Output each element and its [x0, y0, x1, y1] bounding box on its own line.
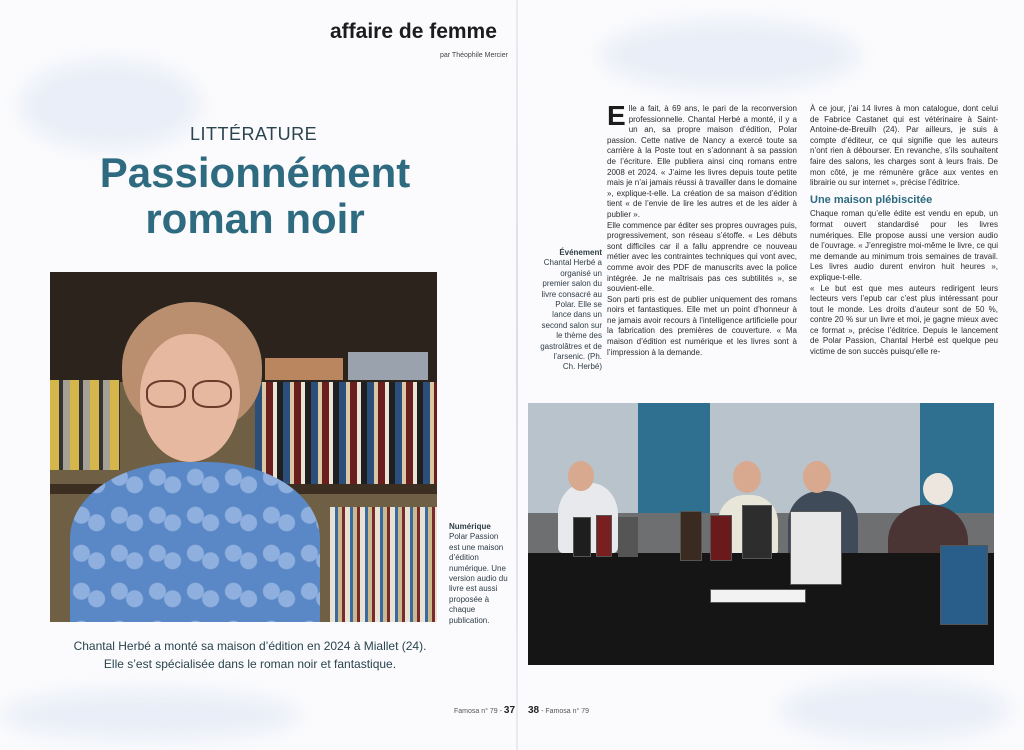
glasses-icon — [146, 380, 186, 408]
sidebar-label: Événement — [559, 248, 602, 257]
background-wash — [600, 20, 860, 90]
glasses-icon — [192, 380, 232, 408]
folio-magazine: - Famosa n° 79 — [541, 708, 590, 715]
sidebar-digital — [449, 522, 511, 626]
cardboard-box — [265, 358, 343, 380]
paragraph: À ce jour, j’ai 14 livres à mon catalogue, dont celui de Fabrice Castanet qui est vétérinaire à Saint-Antoine-de-Breuilh (24). Par ailleurs, je suis à compte d’éditeur, ce qui signifie que les auteurs n’ont rien à débourser. En revanche, s’ils souhaitent faire des salons, les charges sont à leurs frais. De mon côté, je me rémunère grâce aux ventes en librairie ou sur internet », précise l’éditrice. — [810, 104, 998, 188]
book-cover — [573, 517, 591, 557]
page-folio-right — [528, 705, 589, 716]
portrait-photo — [50, 272, 437, 622]
subheading: Une maison plébiscitée — [810, 193, 933, 206]
book-cover — [940, 545, 988, 625]
caption-line-2: Elle s’est spécialisée dans le roman noir et fantastique. — [103, 657, 397, 671]
page-folio-left — [454, 705, 515, 716]
book-cover — [710, 515, 732, 561]
drop-cap: E — [607, 100, 626, 131]
section-heading: affaire de femme — [330, 20, 497, 43]
book-stack — [710, 589, 806, 603]
paragraph: lle a fait, à 69 ans, le pari de la reconversion professionnelle. Chantal Herbé a monté, il y a un an, sa propre maison d’édition, Polar passion. Cette native de Nancy a exercé toute sa carrière à la Poste tout en s’adonnant à sa passion de l’écriture. Elle publiera ainsi cinq romans entre 2008 et 2024. « J’aime les livres depuis toute petite mais je n’ai jamais réussi à travailler dans le domaine », explique-t-elle. La création de sa maison d’édition tient « de l’envie de lire les autres et de les aider à publier ». — [607, 104, 797, 219]
byline: par Théophile Mercier — [440, 52, 508, 59]
author-head — [923, 473, 953, 505]
bookshelf-row — [50, 380, 120, 470]
sidebar-event — [540, 248, 602, 373]
sidebar-text: Polar Passion est une maison d’édition numérique. Une version audio du livre est aussi proposée à chaque publication. — [449, 532, 508, 625]
blue-door — [638, 403, 710, 513]
book-cover — [680, 511, 702, 561]
book-cover — [790, 511, 842, 585]
caption-line-1: Chantal Herbé a monté sa maison d’édition en 2024 à Miallet (24). — [73, 639, 427, 653]
book-table — [528, 553, 994, 665]
paragraph: « Le but est que mes auteurs redirigent leurs lecteurs vers l’epub car c’est plus intéressant pour tout le monde. Les droits d’auteur sont de 50 %, contre 20 % sur un livre et moi, je gagne mieux avec ce format », précise l’éditrice. Depuis le lancement de Polar Passion, Chantal Herbé est quelque peu victime de son succès puisqu’elle re- — [810, 283, 998, 357]
paragraph: Son parti pris est de publier uniquement des romans noirs et fantastiques. Elle met un point d’honneur à ne jamais avoir recours à l’intelligence artificielle pour la fabrication des premières de couverture. « Ma maison d’édition est numérique et les livres sont à l’impression à la demande. — [607, 294, 797, 357]
book-cover — [596, 515, 612, 557]
sidebar-label: Numérique — [449, 522, 491, 531]
headline — [60, 150, 450, 242]
background-wash — [20, 60, 200, 150]
author-head — [733, 461, 761, 493]
sidebar-text: Chantal Herbé a organisé un premier salon du livre consacré au Polar. Elle se lance dans un second salon sur le thème des gastrolâtres et de l’arsenic. (Ph. Ch. Herbé) — [540, 258, 602, 372]
paragraph: Chaque roman qu’elle édite est vendu en epub, un format ouvert standardisé pour les livres numériques. Elle propose aussi une version audio de l’ouvrage. « J’enregistre moi-même le livre, ce qui me demande au minimum trois semaines de travail. Les livres audio durent environ huit heures », explique-t-elle. — [810, 209, 998, 282]
author-head — [803, 461, 831, 493]
bookshelf-row — [255, 382, 437, 484]
folio-magazine: Famosa n° 79 - — [454, 708, 502, 715]
folio-page-number: 38 — [528, 705, 540, 716]
background-wash — [780, 680, 1010, 740]
book-cover — [742, 505, 772, 559]
photo-caption — [40, 637, 460, 673]
headline-line-1: Passionnément — [99, 149, 411, 196]
storage-box — [348, 352, 428, 380]
background-wash — [0, 690, 300, 740]
page-gutter — [516, 0, 518, 750]
book-fair-photo — [528, 403, 994, 665]
visitor-head — [568, 461, 594, 491]
kicker: LITTÉRATURE — [190, 124, 318, 144]
article-column-1 — [607, 100, 797, 358]
book-cover — [618, 517, 638, 557]
floral-dress — [70, 462, 320, 622]
paragraph: Elle commence par éditer ses propres ouvrages puis, progressivement, son réseau s’étoffe. « Les débuts sont difficiles car il a fallu apprendre ce nouveau métier avec les contraintes techniques qui vont avec, comme avoir des PDF de manuscrits avec la police intégrée. Je ne maîtrisais pas ces subtilités », se souvient-elle. — [607, 220, 797, 294]
folio-page-number: 37 — [503, 705, 516, 716]
bookshelf-row — [330, 507, 437, 622]
article-column-2 — [810, 104, 998, 358]
headline-line-2: roman noir — [145, 195, 365, 242]
